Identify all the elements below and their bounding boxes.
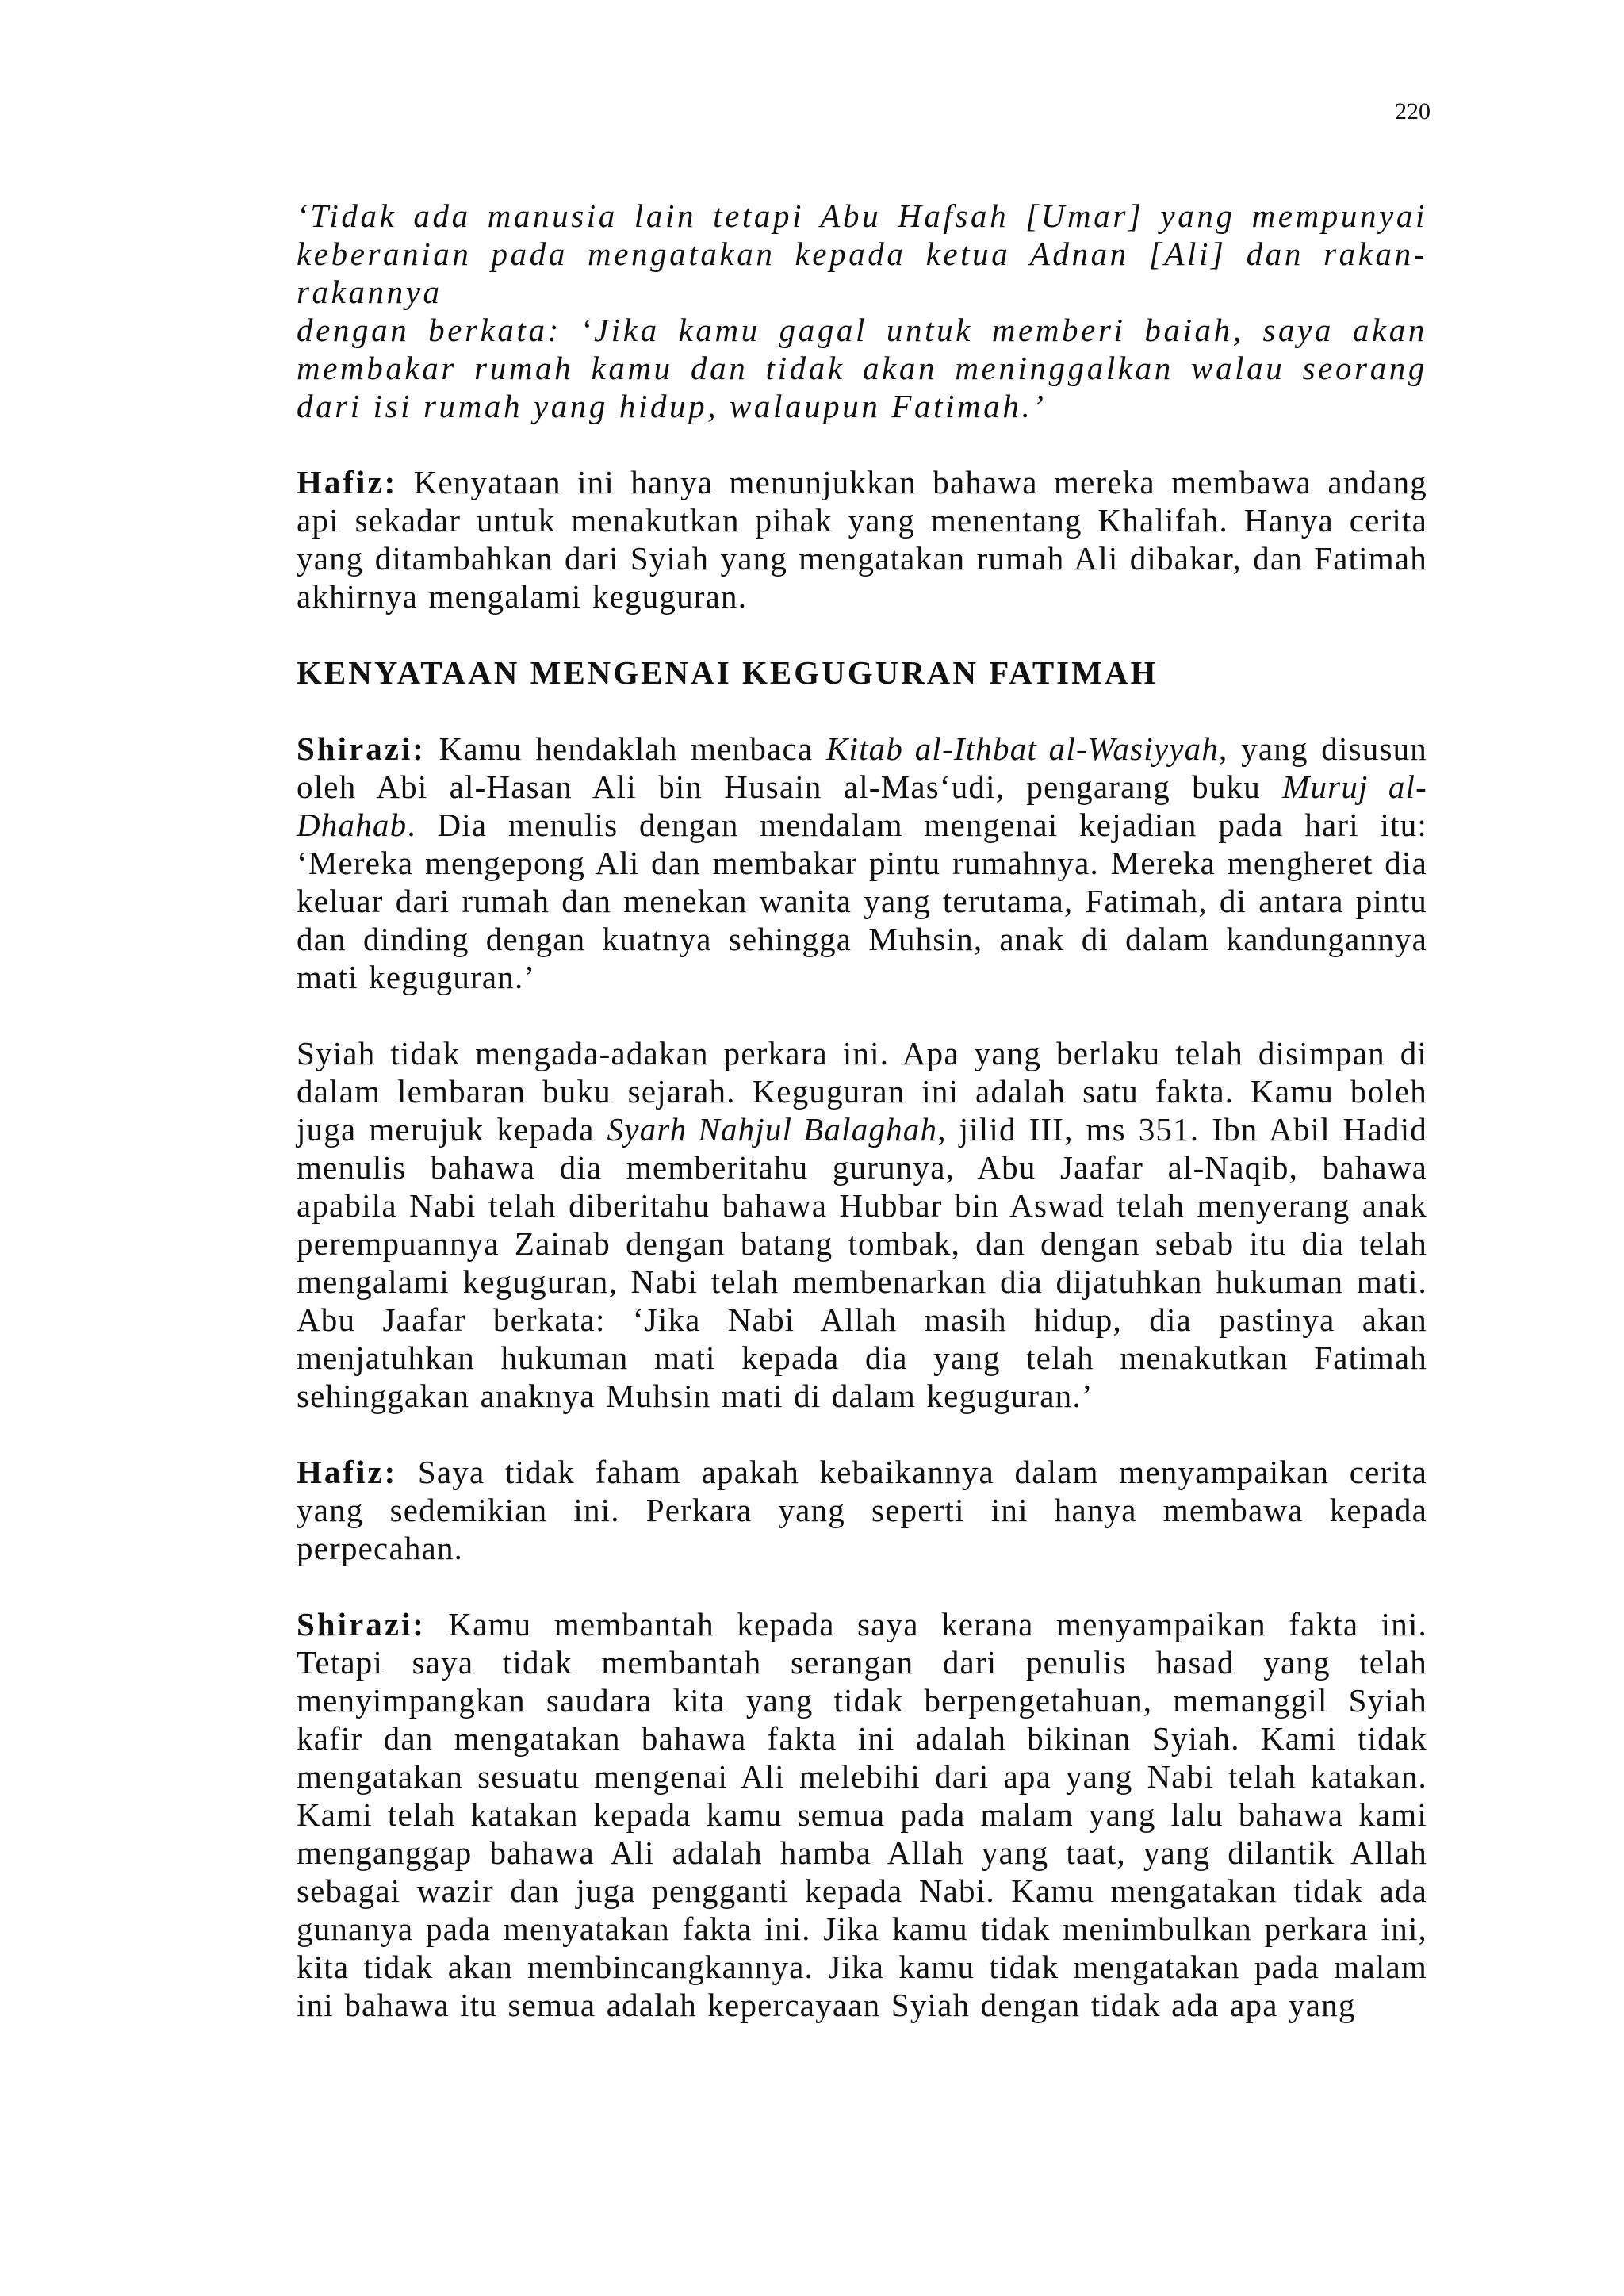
speaker-label: Hafiz:	[297, 1454, 398, 1490]
paragraph-shirazi-2	[297, 1034, 1427, 1415]
paragraph-text: Kenyataan ini hanya menunjukkan bahawa mereka membawa andang api sekadar untuk menakutkan pihak yang menentang Khalifah. Hanya cerita yang ditambahkan dari Syiah yang mengatakan rumah Ali dibakar, dan Fatimah akhirnya mengalami keguguran.	[297, 464, 1427, 615]
paragraph-text: . Dia menulis dengan mendalam mengenai kejadian pada hari itu: ‘Mereka mengepong Ali dan membakar pintu rumahnya. Mereka mengheret dia keluar dari rumah dan menekan wanita yang terutama, Fatimah, di antara pintu dan dinding dengan kuatnya sehingga Muhsin, anak di dalam kandungannya mati keguguran.’	[297, 807, 1427, 995]
speaker-label: Shirazi:	[297, 730, 426, 767]
paragraph-text: Syiah tidak mengada-adakan perkara ini. Apa yang berlaku telah disimpan di dalam lembaran buku sejarah. Keguguran ini adalah satu fakta. Kamu boleh juga merujuk kepada	[297, 1035, 1427, 1148]
paragraph-text: Kamu membantah kepada saya kerana menyampaikan fakta ini. Tetapi saya tidak membantah serangan dari penulis hasad yang telah menyimpangkan saudara kita yang tidak berpengetahuan, memanggil Syiah kafir dan mengatakan bahawa fakta ini adalah bikinan Syiah. Kami tidak mengatakan sesuatu mengenai Ali melebihi dari apa yang Nabi telah katakan. Kami telah katakan kepada kamu semua pada malam yang lalu bahawa kami menganggap bahawa Ali adalah hamba Allah yang taat, yang dilantik Allah sebagai wazir dan juga pengganti kepada Nabi. Kamu mengatakan tidak ada gunanya pada menyatakan fakta ini. Jika kamu tidak menimbulkan perkara ini, kita tidak akan membincangkannya. Jika kamu tidak mengatakan pada malam ini bahawa itu semua adalah kepercayaan Syiah dengan tidak ada apa yang	[297, 1606, 1427, 2023]
paragraph-text: Kamu hendaklah menbaca	[425, 730, 826, 767]
page-body	[297, 197, 1427, 2062]
quoted-passage	[297, 197, 1427, 425]
book-title: Kitab al-Ithbat al-Wasiyyah	[825, 730, 1220, 767]
section-heading: KENYATAAN MENGENAI KEGUGURAN FATIMAH	[297, 654, 1159, 691]
book-title: Muruj al-Dhahab	[297, 769, 1427, 843]
paragraph-hafiz-2	[297, 1453, 1427, 1567]
paragraph-shirazi-3	[297, 1605, 1427, 2024]
quote-line-1: ‘Tidak ada manusia lain tetapi Abu Hafsah [Umar] yang mempunyai keberanian pada mengatakan kepada ketua Adnan [Ali] dan rakan-rakannya	[297, 197, 1427, 310]
quote-line-2: dengan berkata: ‘Jika kamu gagal untuk memberi baiah, saya akan membakar rumah kamu dan tidak akan meninggalkan walau seorang dari isi rumah yang hidup, walaupun Fatimah.’	[297, 312, 1427, 424]
book-title: Syarh Nahjul Balaghah	[607, 1111, 938, 1148]
paragraph-text: , jilid III, ms 351. Ibn Abil Hadid menulis bahawa dia memberitahu gurunya, Abu Jaafar al-Naqib, bahawa apabila Nabi telah diberitahu bahawa Hubbar bin Aswad telah menyerang anak perempuannya Zainab dengan batang tombak, dan dengan sebab itu dia telah mengalami keguguran, Nabi telah membenarkan dia dijatuhkan hukuman mati. Abu Jaafar berkata: ‘Jika Nabi Allah masih hidup, dia pastinya akan menjatuhkan hukuman mati kepada dia yang telah menakutkan Fatimah sehinggakan anaknya Muhsin mati di dalam keguguran.’	[297, 1111, 1427, 1414]
speaker-label: Hafiz:	[297, 464, 398, 500]
paragraph-shirazi-1	[297, 730, 1427, 996]
paragraph-hafiz-1	[297, 463, 1427, 615]
speaker-label: Shirazi:	[297, 1606, 426, 1642]
paragraph-text: , yang disusun oleh Abi al-Hasan Ali bin Husain al-Mas‘udi, pengarang buku	[297, 730, 1428, 805]
paragraph-text: Saya tidak faham apakah kebaikannya dalam menyampaikan cerita yang sedemikian ini. Perkara yang seperti ini hanya membawa kepada perpecahan.	[297, 1454, 1427, 1566]
page-number: 220	[1395, 98, 1431, 125]
